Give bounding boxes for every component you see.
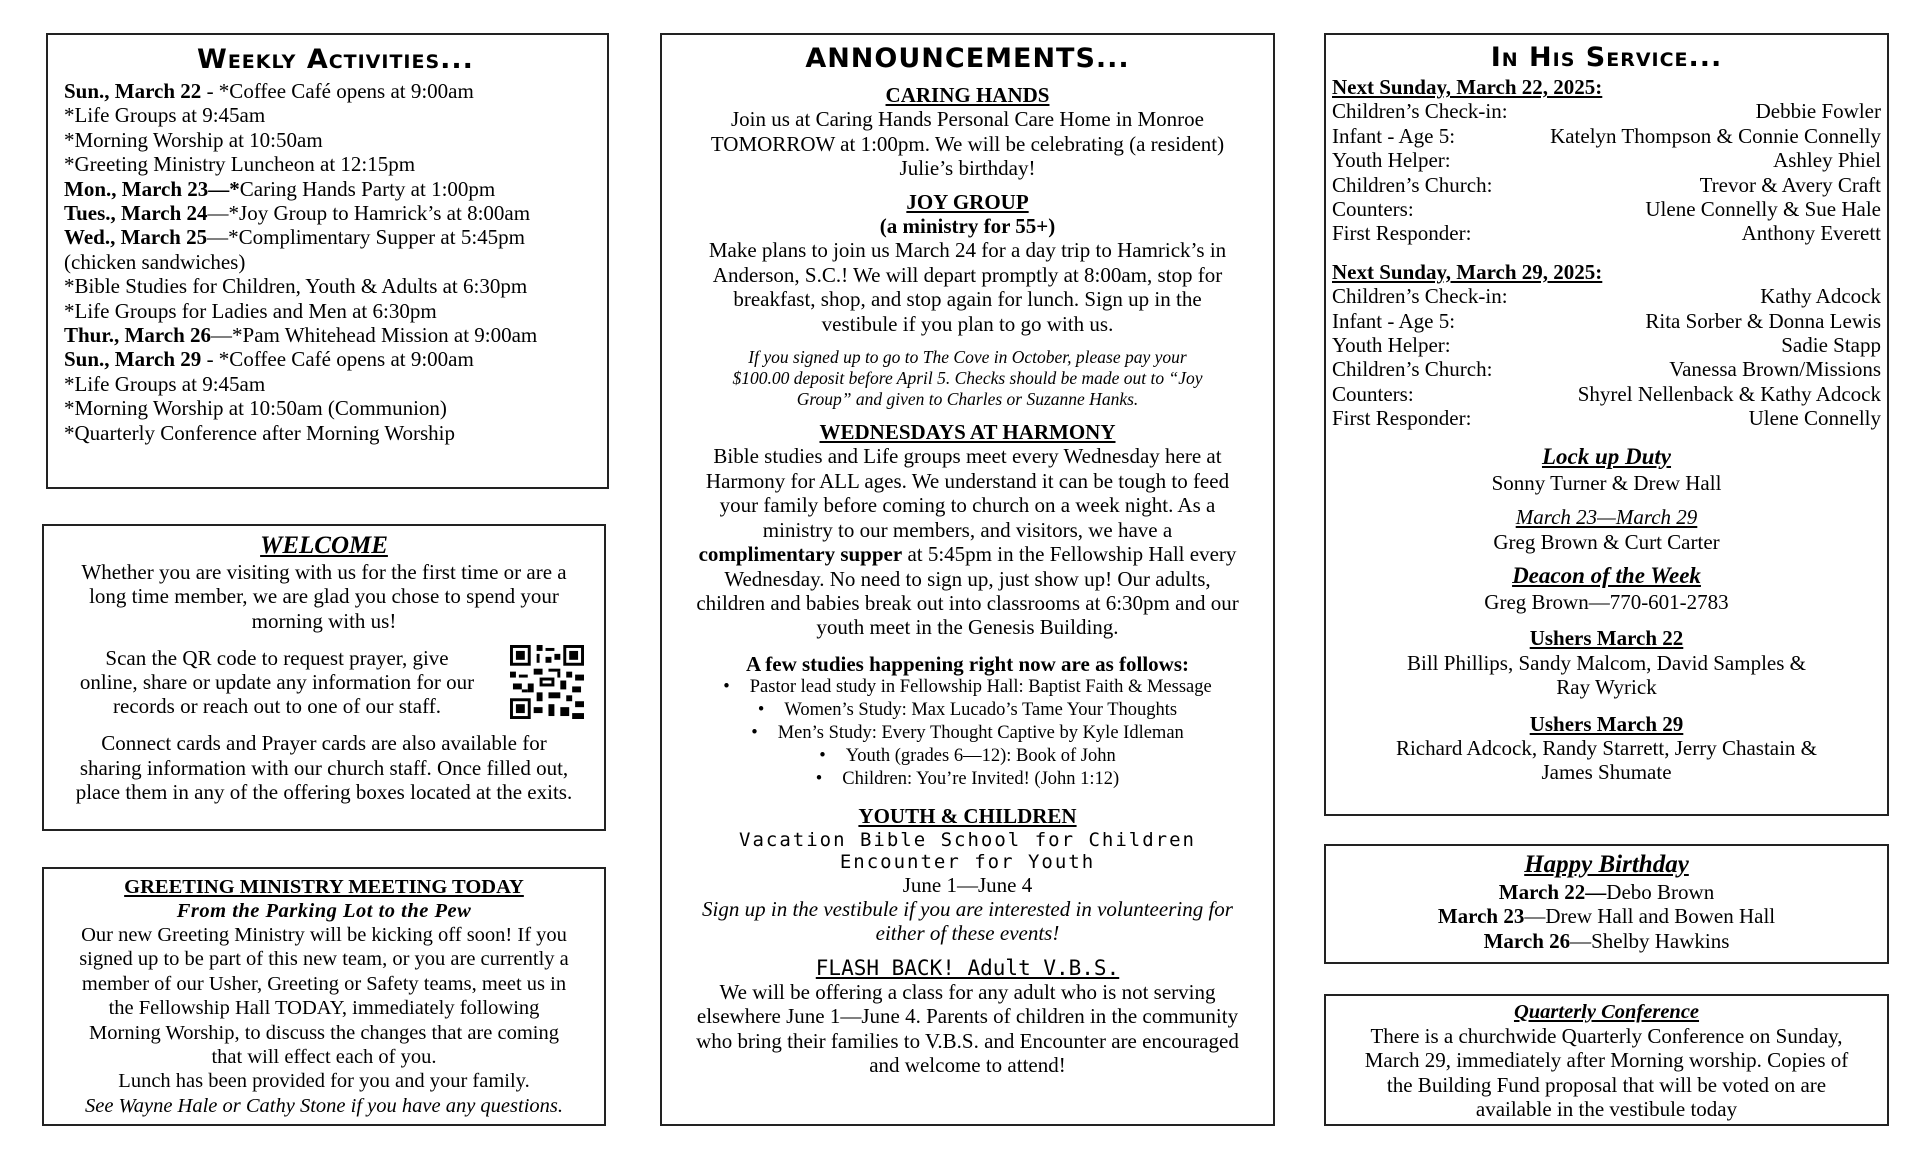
greeting-body [44, 923, 604, 1094]
lockup-dates: March 23—March 29 [1515, 505, 1698, 530]
birthday-name: —Drew Hall and Bowen Hall [1524, 904, 1776, 929]
weekly-activity-line [64, 421, 607, 445]
caring-hands-heading: CARING HANDS [885, 83, 1050, 107]
joy-group-line: breakfast, shop, and stop again for lunch. Sign up in the [733, 287, 1202, 312]
study-item: • Women’s Study: Max Lucado’s Tame Your Thoughts [662, 699, 1273, 722]
wednesdays-line: Harmony for ALL ages. We understand it can be tough to feed [705, 468, 1230, 493]
service-role: Children’s Church: [1332, 357, 1493, 382]
joy-group-body [662, 238, 1273, 336]
service-name: Ulene Connelly & Sue Hale [1645, 197, 1881, 222]
youth-signup-1: Sign up in the vestibule if you are interested in volunteering for [702, 896, 1233, 921]
wednesdays-supper-bold: complimentary supper [698, 542, 903, 567]
welcome-box [42, 524, 606, 831]
service-name: Ulene Connelly [1748, 406, 1881, 431]
qr-code-icon[interactable] [510, 645, 584, 719]
flashback-body [662, 980, 1273, 1078]
service-week-heading: Next Sunday, March 22, 2025: [1332, 75, 1603, 99]
joy-group-line: Anderson, S.C.! We will depart promptly at 8:00am, stop for [712, 262, 1223, 287]
service-row [1332, 173, 1881, 197]
wednesdays-line: ministry to our members, and visitors, we have a [762, 517, 1173, 542]
joy-group-line: Make plans to join us March 24 for a day trip to Hamrick’s in [708, 238, 1227, 263]
caring-hands-body [662, 107, 1273, 180]
weekly-activity-text: *Greeting Ministry Luncheon at 12:15pm [64, 152, 416, 177]
studies-list [662, 676, 1273, 791]
service-row [1332, 148, 1881, 172]
birthday-date: March 26 [1483, 928, 1571, 953]
quarterly-line: the Building Fund proposal that will be voted on are [1386, 1072, 1827, 1097]
weekly-activity-date: Sun., March 22 [64, 79, 202, 103]
birthday-entry [1326, 880, 1887, 904]
weekly-activity-line [64, 250, 607, 274]
quarterly-line: March 29, immediately after Morning worship. Copies of [1364, 1048, 1849, 1073]
service-name: Kathy Adcock [1760, 284, 1881, 309]
caring-hands-line: TOMORROW at 1:00pm. We will be celebrating (a resident) [710, 131, 1225, 156]
weekly-activity-line [64, 225, 607, 249]
quarterly-title: Quarterly Conference [1513, 1001, 1700, 1023]
joy-group-note-line: Group” and given to Charles or Suzanne Hanks. [796, 389, 1139, 410]
service-name: Debbie Fowler [1755, 99, 1881, 124]
weekly-activities-box [46, 33, 609, 489]
joy-group-note [662, 347, 1273, 410]
service-schedule [1332, 75, 1881, 431]
wednesdays-supper-line [662, 542, 1273, 566]
service-row [1332, 124, 1881, 148]
wednesdays-supper-rest: at 5:45pm in the Fellowship Hall every [902, 542, 1237, 567]
service-role: Youth Helper: [1332, 333, 1451, 358]
birthday-entry [1326, 904, 1887, 928]
study-item: • Pastor lead study in Fellowship Hall: Baptist Faith & Message [662, 676, 1273, 699]
weekly-activity-line [64, 201, 607, 225]
welcome-title: WELCOME [260, 532, 388, 559]
weekly-activity-text: —*Joy Group to Hamrick’s at 8:00am [207, 201, 531, 226]
birthday-name: —Shelby Hawkins [1570, 928, 1730, 953]
weekly-activity-line [64, 177, 607, 201]
weekly-activity-text: *Morning Worship at 10:50am (Communion) [64, 396, 447, 421]
study-item: • Children: You’re Invited! (John 1:12) [662, 768, 1273, 791]
service-week-heading: Next Sunday, March 29, 2025: [1332, 259, 1603, 284]
joy-group-heading: JOY GROUP [906, 189, 1029, 214]
youth-signup-2: either of these events! [875, 921, 1060, 946]
caring-hands-line: Join us at Caring Hands Personal Care Home in Monroe [730, 107, 1204, 132]
weekly-activity-date: Mon., March 23—* [64, 176, 240, 201]
ushers-march-29-2: James Shumate [1541, 760, 1672, 785]
ushers-march-22-2: Ray Wyrick [1556, 675, 1657, 700]
wednesdays-line: youth meet in the Genesis Building. [816, 615, 1119, 640]
service-name: Trevor & Avery Craft [1699, 172, 1881, 197]
birthday-entry [1326, 929, 1887, 953]
announcements-title: ANNOUNCEMENTS... [805, 43, 1130, 74]
flashback-line: We will be offering a class for any adult who is not serving [719, 979, 1216, 1004]
greeting-ministry-box [42, 867, 606, 1126]
service-row [1332, 309, 1881, 333]
ushers-march-22-heading: Ushers March 22 [1529, 626, 1684, 651]
welcome-qr-text-2: online, share or update any information for our [79, 670, 475, 695]
studies-heading: A few studies happening right now are as follows: [746, 651, 1189, 676]
birthday-date: March 22— [1498, 880, 1607, 904]
joy-group-note-line: If you signed up to go to The Cove in October, please pay your [748, 347, 1187, 368]
weekly-activity-text: *Bible Studies for Children, Youth & Adults at 6:30pm [64, 274, 528, 299]
quarterly-line: available in the vestibule today [1475, 1097, 1738, 1122]
service-name: Sadie Stapp [1781, 333, 1881, 358]
birthday-title: Happy Birthday [1524, 851, 1689, 878]
greeting-body-line: Our new Greeting Ministry will be kicking off soon! If you [81, 924, 567, 946]
joy-group-note-line: $100.00 deposit before April 5. Checks should be made out to “Joy [732, 368, 1203, 389]
weekly-activity-text: *Life Groups at 9:45am [64, 103, 266, 128]
welcome-cards-2: sharing information with our church staff. Once filled out, [79, 755, 569, 780]
weekly-activity-date: Thur., March 26 [64, 323, 212, 348]
birthday-name: Debo Brown [1606, 880, 1715, 904]
wednesdays-line: Wednesday. No need to sign up, just show up! Our adults, [724, 566, 1211, 591]
caring-hands-line: Julie’s birthday! [899, 156, 1036, 181]
service-title: In His Service... [1490, 42, 1723, 73]
service-row [1332, 333, 1881, 357]
wednesdays-body-2 [662, 567, 1273, 640]
wednesdays-body [662, 444, 1273, 542]
lockup-heading: Lock up Duty [1541, 443, 1672, 469]
service-row [1332, 197, 1881, 221]
service-row [1332, 221, 1881, 245]
study-item: • Men’s Study: Every Thought Captive by Kyle Idleman [662, 722, 1273, 745]
joy-group-sub: (a ministry for 55+) [879, 214, 1056, 239]
weekly-activity-line [64, 152, 607, 176]
study-item: • Youth (grades 6—12): Book of John [662, 745, 1273, 768]
flashback-line: elsewhere June 1—June 4. Parents of children in the community [696, 1004, 1239, 1029]
service-role: Infant - Age 5: [1332, 308, 1456, 333]
welcome-qr-text-3: records or reach out to one of our staff. [113, 694, 441, 719]
weekly-activity-text: Caring Hands Party at 1:00pm [239, 176, 496, 201]
service-row [1332, 284, 1881, 308]
joy-group-line: vestibule if you plan to go with us. [821, 311, 1114, 336]
greeting-body-line: the Fellowship Hall TODAY, immediately following [108, 997, 540, 1020]
service-name: Vanessa Brown/Missions [1669, 357, 1881, 382]
greeting-body-line: Lunch has been provided for you and your family. [118, 1070, 530, 1093]
weekly-activity-text: *Life Groups for Ladies and Men at 6:30pm [64, 298, 437, 323]
greeting-body-line: signed up to be part of this new team, or you are currently a [79, 948, 569, 971]
service-row [1332, 382, 1881, 406]
youth-dates: June 1—June 4 [902, 872, 1033, 897]
service-role: First Responder: [1332, 221, 1472, 246]
weekly-activity-line [64, 396, 607, 420]
welcome-qr-row [44, 645, 604, 719]
service-role: Children’s Check-in: [1332, 284, 1508, 309]
in-his-service-box [1324, 33, 1889, 816]
weekly-activity-text: —*Pam Whitehead Mission at 9:00am [211, 323, 538, 348]
weekly-activity-line [64, 323, 607, 347]
encounter-line: Encounter for Youth [839, 850, 1096, 873]
service-role: Counters: [1332, 197, 1414, 222]
weekly-activity-text: - *Coffee Café opens at 9:00am [201, 79, 474, 103]
service-name: Anthony Everett [1741, 221, 1881, 246]
greeting-body-line: Morning Worship, to discuss the changes that are coming [89, 1021, 559, 1044]
greeting-title: GREETING MINISTRY MEETING TODAY [124, 876, 524, 898]
welcome-intro-2: long time member, we are glad you chose to spend your [89, 584, 559, 609]
birthday-list [1326, 880, 1887, 953]
greeting-subtitle: From the Parking Lot to the Pew [176, 900, 472, 922]
service-name: Shyrel Nellenback & Kathy Adcock [1577, 381, 1881, 406]
ushers-march-22-1: Bill Phillips, Sandy Malcom, David Samples & [1407, 650, 1806, 675]
service-row [1332, 406, 1881, 430]
wednesdays-heading: WEDNESDAYS AT HARMONY [819, 420, 1116, 445]
welcome-intro-1: Whether you are visiting with us for the first time or are a [81, 560, 567, 584]
service-row [1332, 357, 1881, 381]
flashback-line: who bring their families to V.B.S. and Encounter are encouraged [696, 1028, 1239, 1053]
lockup-names: Sonny Turner & Drew Hall [1491, 470, 1722, 495]
greeting-body-line: member of our Usher, Greeting or Safety teams, meet us in [81, 972, 567, 995]
weekly-activity-line [64, 274, 607, 298]
welcome-cards-1: Connect cards and Prayer cards are also available for [101, 731, 547, 756]
weekly-activity-date: Sun., March 29 [64, 347, 202, 372]
weekly-activity-text: *Morning Worship at 10:50am [64, 127, 323, 152]
weekly-activity-line [64, 128, 607, 152]
greeting-footer: See Wayne Hale or Cathy Stone if you have any questions. [84, 1094, 564, 1117]
weekly-activity-text: - *Coffee Café opens at 9:00am [201, 347, 474, 372]
weekly-activity-text: *Quarterly Conference after Morning Worship [64, 420, 455, 445]
deacon-name: Greg Brown—770-601-2783 [1484, 589, 1729, 614]
weekly-activity-line [64, 347, 607, 371]
weekly-activity-text: (chicken sandwiches) [64, 249, 246, 274]
ushers-march-29-heading: Ushers March 29 [1529, 711, 1684, 736]
weekly-activity-date: Wed., March 25 [64, 225, 208, 250]
vbs-line: Vacation Bible School for Children [739, 828, 1196, 851]
weekly-activities-list [64, 79, 607, 445]
birthday-date: March 23 [1437, 904, 1525, 929]
weekly-activities-title: Weekly Activities... [197, 44, 474, 75]
flashback-line: and welcome to attend! [869, 1052, 1066, 1077]
lockup-names-2: Greg Brown & Curt Carter [1493, 529, 1720, 554]
weekly-activity-text: *Life Groups at 9:45am [64, 371, 266, 396]
wednesdays-line: children and babies break out into classrooms at 6:30pm and our [696, 590, 1239, 615]
service-role: First Responder: [1332, 406, 1472, 431]
deacon-heading: Deacon of the Week [1512, 562, 1701, 588]
welcome-qr-text-1: Scan the QR code to request prayer, give [105, 645, 449, 670]
announcements-box [660, 33, 1275, 1126]
birthday-box [1324, 844, 1889, 964]
quarterly-line: There is a churchwide Quarterly Conference on Sunday, [1370, 1024, 1843, 1048]
greeting-body-line: that will effect each of you. [211, 1046, 437, 1069]
weekly-activity-text: —*Complimentary Supper at 5:45pm [207, 225, 525, 250]
service-role: Counters: [1332, 381, 1414, 406]
weekly-activity-line [64, 372, 607, 396]
welcome-intro-3: morning with us! [251, 608, 397, 633]
wednesdays-line: Bible studies and Life groups meet every Wednesday here at [713, 444, 1222, 469]
service-role: Youth Helper: [1332, 148, 1451, 173]
service-name: Katelyn Thompson & Connie Connelly [1550, 123, 1881, 148]
quarterly-box [1324, 994, 1889, 1126]
weekly-activity-line [64, 299, 607, 323]
service-row [1332, 99, 1881, 123]
weekly-activity-date: Tues., March 24 [64, 201, 208, 226]
service-name: Ashley Phiel [1773, 148, 1881, 173]
ushers-march-29-1: Richard Adcock, Randy Starrett, Jerry Chastain & [1395, 735, 1818, 760]
service-role: Children’s Check-in: [1332, 99, 1508, 124]
welcome-cards-3: place them in any of the offering boxes located at the exits. [75, 780, 573, 805]
youth-children-heading: YOUTH & CHILDREN [858, 804, 1077, 829]
weekly-activity-line [64, 103, 607, 127]
service-name: Rita Sorber & Donna Lewis [1645, 308, 1881, 333]
service-role: Children’s Church: [1332, 172, 1493, 197]
flashback-heading: FLASH BACK! Adult V.B.S. [815, 955, 1120, 980]
wednesdays-line: your family before coming to church on a week night. As a [719, 493, 1216, 518]
quarterly-body [1326, 1024, 1887, 1122]
service-role: Infant - Age 5: [1332, 123, 1456, 148]
weekly-activity-line [64, 79, 607, 103]
